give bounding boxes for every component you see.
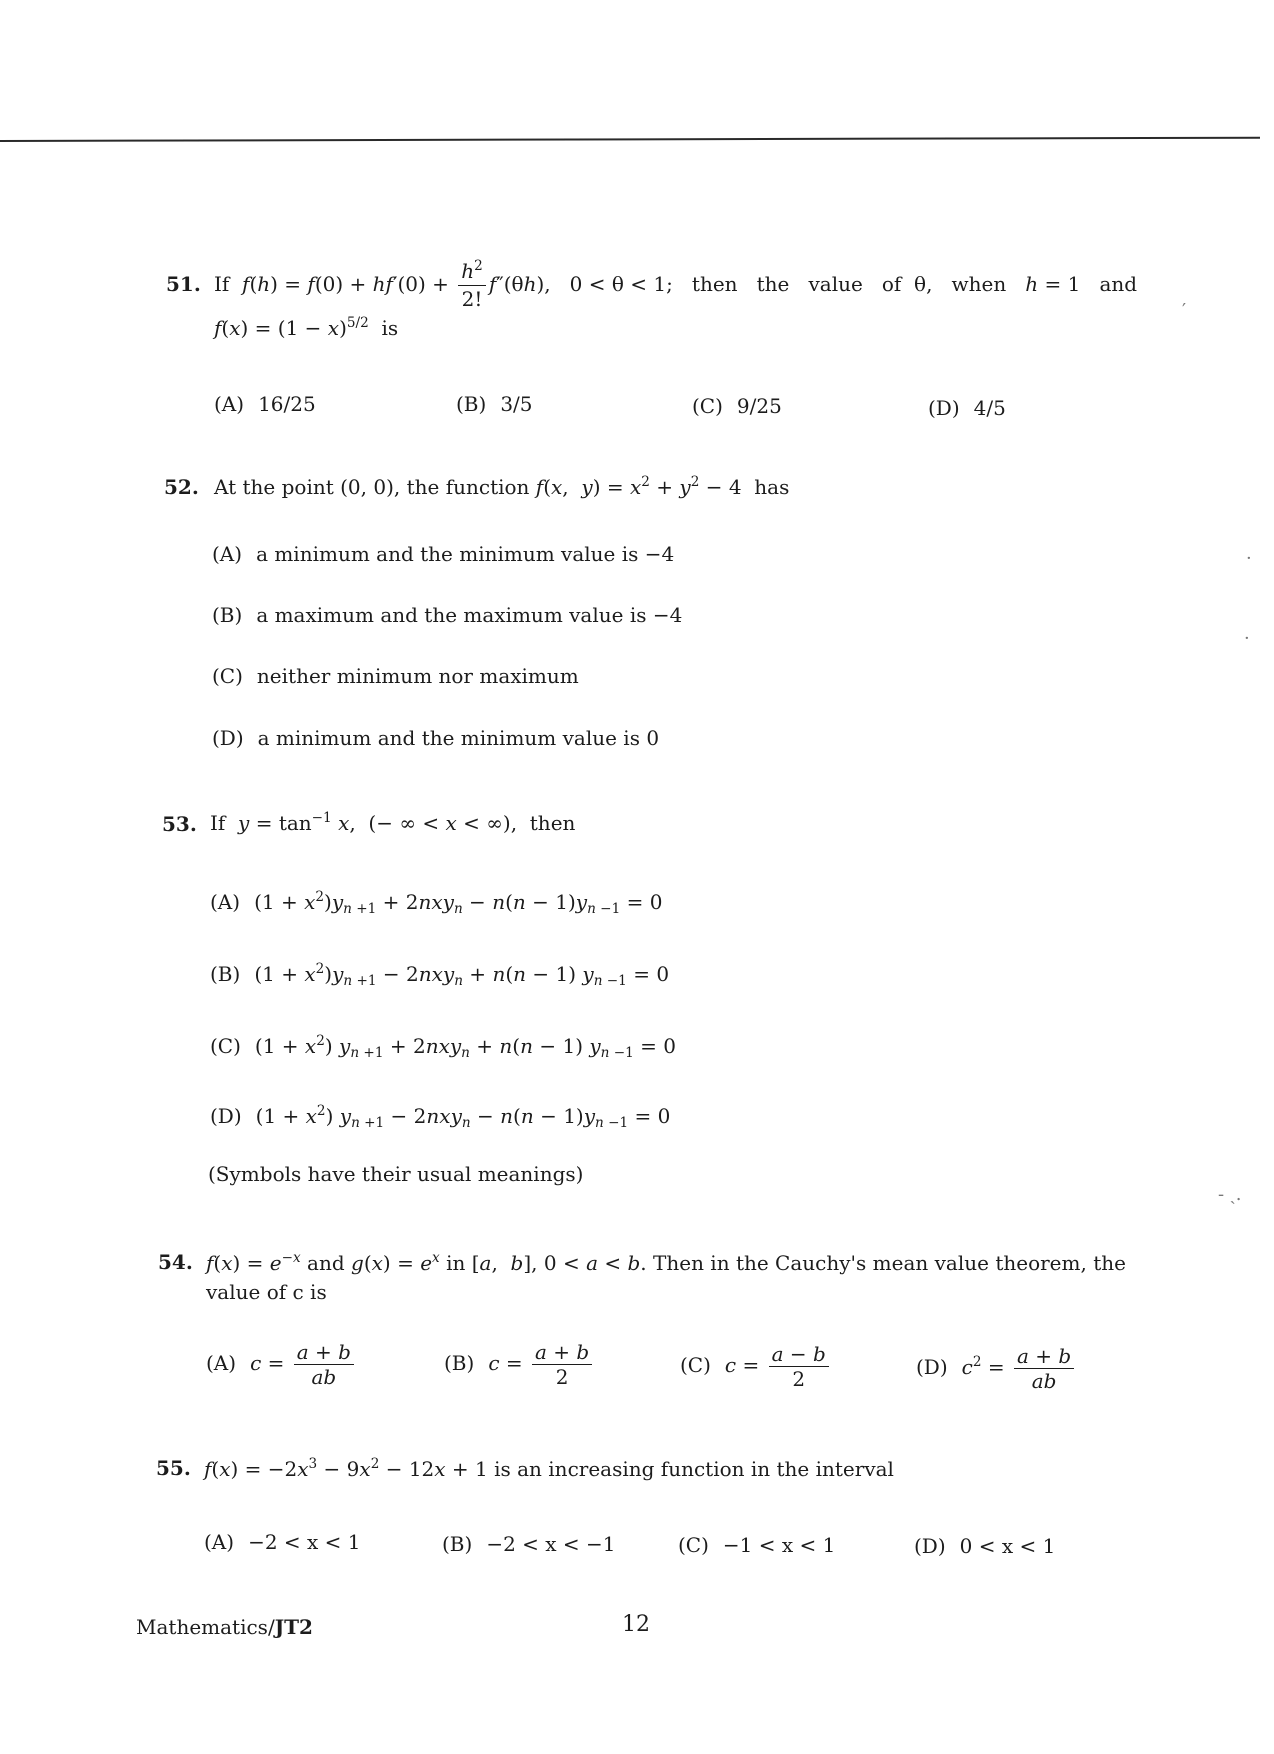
scan-speck: · (1244, 628, 1250, 649)
option-d[interactable]: (D) 0 < x < 1 (914, 1534, 1056, 1558)
option-a[interactable]: (A) −2 < x < 1 (204, 1530, 361, 1554)
question-55-stem: $f(x) = -2x^3 - 9x^2 - 12x + 1$ is an increasing function in the interval (204, 1455, 894, 1481)
footer-subject: Mathematics/JT2 (136, 1615, 313, 1639)
question-52-stem: At the point (0, 0), the function f(x, $y) = x^2 + y^2 - 4$ has (214, 473, 790, 499)
scan-speck: ‐ ˎ. (1218, 1184, 1242, 1205)
option-a[interactable]: (A) a minimum and the minimum value is −4 (212, 542, 675, 566)
header-rule (0, 137, 1260, 142)
question-number: 55. (156, 1456, 191, 1480)
option-b[interactable]: (B) −2 < x < −1 (442, 1532, 616, 1556)
option-d[interactable]: (D) a minimum and the minimum value is 0 (212, 726, 660, 750)
option-a[interactable]: (A) c = $\frac{a + b}{ab}$ (206, 1340, 357, 1389)
option-b[interactable]: (B) 3/5 (456, 392, 533, 416)
option-b[interactable]: (B) $(1 + x^2)y_{n +1} - 2nxy_n + n(n - 1)$ $y_{n -1} = 0$ (210, 960, 670, 990)
question-number: 51. (166, 272, 201, 296)
option-c[interactable]: (C) c = $\frac{a - b}{2}$ (680, 1342, 832, 1391)
option-a[interactable]: (A) 16/25 (214, 392, 316, 416)
option-d[interactable]: (D) $c^2$ = $\frac{a + b}{ab}$ (916, 1344, 1077, 1393)
question-53-stem: If $y = \tan^{-1} x$, (− ∞ < x < ∞), then (210, 809, 576, 835)
question-53-note: (Symbols have their usual meanings) (208, 1162, 584, 1186)
option-a[interactable]: (A) $(1 + x^2)y_{n +1} + 2nxy_n - n(n - 1)y_{n -1} = 0$ (210, 888, 663, 918)
option-c[interactable]: (C) 9/25 (692, 394, 782, 418)
option-b[interactable]: (B) a maximum and the maximum value is −4 (212, 603, 683, 627)
question-54-stem: $f(x) = e^{-x}$ and $g(x) = e^x$ in [a, b], 0 < a < b. Then in the Cauchy's mean value theorem, the value of c is (206, 1249, 1126, 1304)
option-d[interactable]: (D) 4/5 (928, 396, 1006, 420)
page-number: 12 (622, 1612, 650, 1637)
question-number: 53. (162, 812, 197, 836)
question-number: 54. (158, 1250, 193, 1274)
option-c[interactable]: (C) neither minimum nor maximum (212, 664, 579, 688)
question-number: 52. (164, 475, 199, 499)
question-51-stem-tail: is (381, 316, 399, 340)
option-c[interactable]: (C) $(1 + x^2)$ $y_{n +1} + 2nxy_n + n(n - 1) y_{n -1} = 0$ (210, 1032, 677, 1062)
scan-speck: · (1246, 548, 1252, 569)
option-c[interactable]: (C) −1 < x < 1 (678, 1533, 836, 1557)
option-b[interactable]: (B) c = $\frac{a + b}{2}$ (444, 1340, 595, 1389)
scan-speck: ′ (1182, 300, 1187, 321)
question-51-stem: If f(h) = f(0) + hf′(0) + $\frac{h^2}{2!}$ f″(θh), 0 < θ < 1; then the value of θ, when h = 1 and $f(x) = (1 - x)^{5/2}$ is (214, 257, 1138, 340)
option-d[interactable]: (D) $(1 + x^2)$ $y_{n +1} - 2nxy_n - n(n - 1)y_{n -1} = 0$ (210, 1102, 671, 1132)
